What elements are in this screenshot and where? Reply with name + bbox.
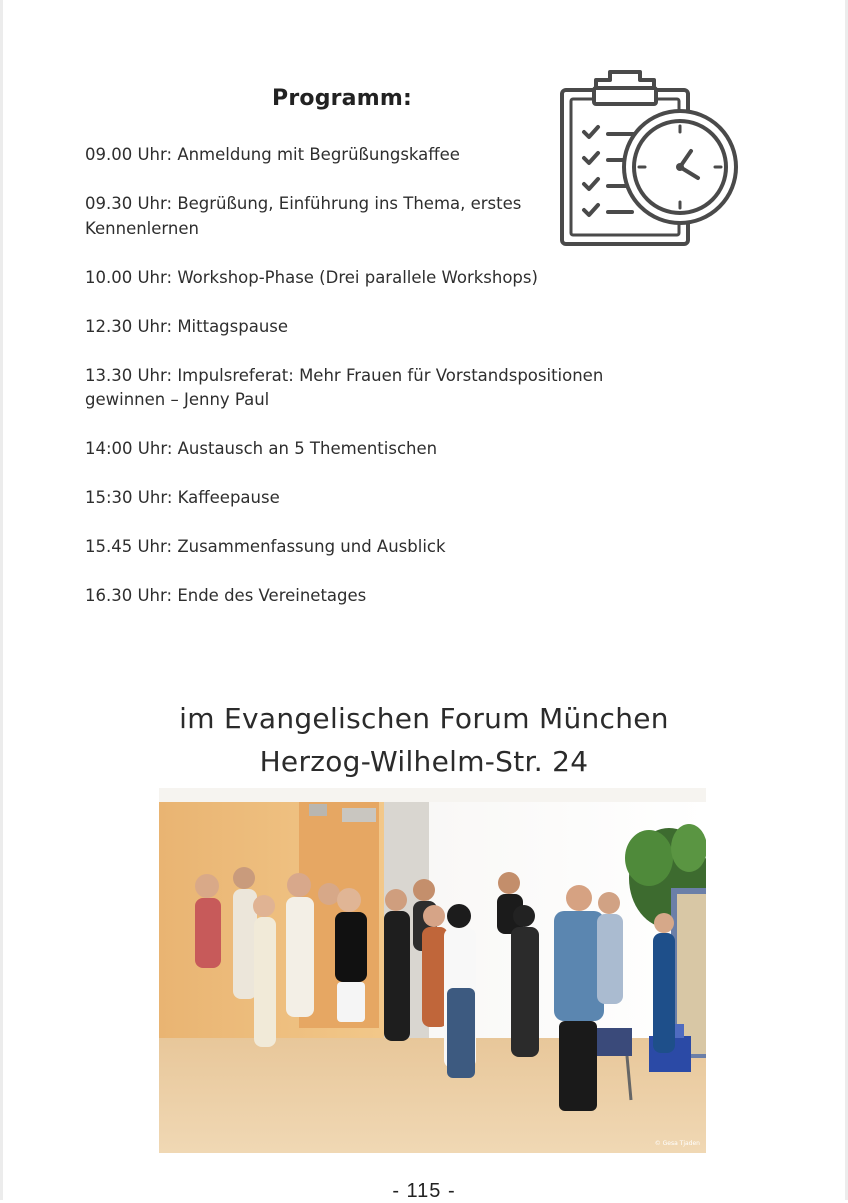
page-number: - 115 - (392, 1180, 456, 1202)
venue-address: Herzog-Wilhelm-Str. 24 (259, 745, 589, 778)
program-item-1000: 10.00 Uhr: Workshop-Phase (Drei parallele Workshops) (85, 267, 538, 287)
program-list (85, 143, 625, 633)
program-item-1630: 16.30 Uhr: Ende des Vereinetages (85, 586, 367, 605)
group-photo (159, 788, 706, 1153)
photo-credit: © Gesa Tjaden (654, 1140, 700, 1147)
program-item-1330: 13.30 Uhr: Impulsreferat: Mehr Frauen für Vorstandspositionen gewinnen – Jenny Paul (85, 365, 604, 409)
program-item-1400: 14:00 Uhr: Austausch an 5 Thementischen (85, 439, 438, 458)
program-item-0930: 09.30 Uhr: Begrüßung, Einführung ins Thema, erstes Kennenlernen (85, 194, 522, 238)
program-item-1230: 12.30 Uhr: Mittagspause (85, 316, 289, 336)
venue-name: im Evangelischen Forum München (179, 702, 669, 735)
program-title: Programm: (272, 86, 412, 111)
clipboard-clock-icon (558, 66, 738, 248)
program-item-1530: 15:30 Uhr: Kaffeepause (85, 488, 280, 507)
program-item-0900: 09.00 Uhr: Anmeldung mit Begrüßungskaffee (85, 145, 460, 164)
program-item-1545: 15.45 Uhr: Zusammenfassung und Ausblick (85, 537, 446, 556)
